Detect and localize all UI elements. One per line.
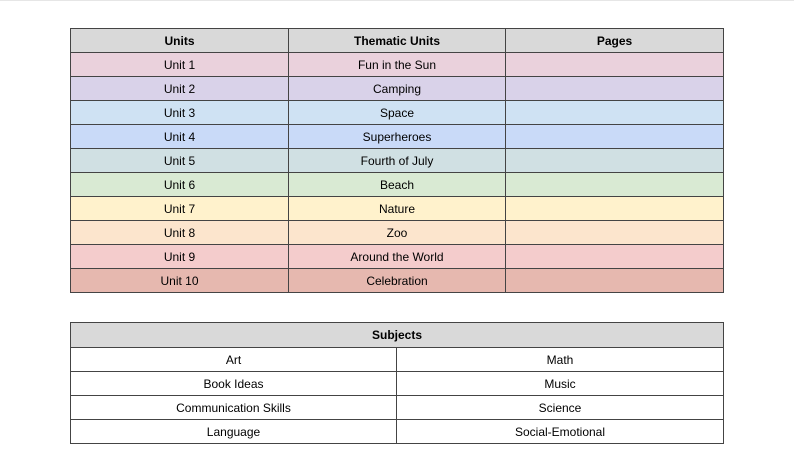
thematic-unit-cell: Around the World	[289, 245, 506, 269]
subjects-table-header-row	[71, 323, 724, 348]
thematic-unit-cell: Fun in the Sun	[289, 53, 506, 77]
pages-cell	[506, 77, 724, 101]
unit-row	[71, 149, 724, 173]
unit-row	[71, 221, 724, 245]
subject-cell: Social-Emotional	[397, 420, 724, 444]
pages-cell	[506, 53, 724, 77]
unit-row	[71, 125, 724, 149]
unit-name-cell: Unit 2	[71, 77, 289, 101]
units-table	[70, 28, 724, 293]
units-table-header-row	[71, 29, 724, 53]
unit-row	[71, 197, 724, 221]
thematic-unit-cell: Space	[289, 101, 506, 125]
unit-name-cell: Unit 9	[71, 245, 289, 269]
thematic-unit-cell: Zoo	[289, 221, 506, 245]
unit-name-cell: Unit 1	[71, 53, 289, 77]
unit-name-cell: Unit 4	[71, 125, 289, 149]
subject-row	[71, 348, 724, 372]
subject-cell: Communication Skills	[71, 396, 397, 420]
unit-row	[71, 53, 724, 77]
unit-row	[71, 101, 724, 125]
unit-name-cell: Unit 6	[71, 173, 289, 197]
subject-row	[71, 396, 724, 420]
subject-cell: Math	[397, 348, 724, 372]
subject-cell: Music	[397, 372, 724, 396]
pages-cell	[506, 197, 724, 221]
unit-row	[71, 245, 724, 269]
subject-row	[71, 420, 724, 444]
pages-column-header: Pages	[506, 29, 724, 53]
thematic-unit-cell: Superheroes	[289, 125, 506, 149]
pages-cell	[506, 149, 724, 173]
unit-name-cell: Unit 5	[71, 149, 289, 173]
thematic-unit-cell: Nature	[289, 197, 506, 221]
thematic-units-column-header: Thematic Units	[289, 29, 506, 53]
pages-cell	[506, 173, 724, 197]
thematic-unit-cell: Fourth of July	[289, 149, 506, 173]
thematic-unit-cell: Beach	[289, 173, 506, 197]
unit-name-cell: Unit 3	[71, 101, 289, 125]
pages-cell	[506, 245, 724, 269]
pages-cell	[506, 125, 724, 149]
subject-row	[71, 372, 724, 396]
thematic-unit-cell: Camping	[289, 77, 506, 101]
subjects-header: Subjects	[71, 323, 724, 348]
subject-cell: Book Ideas	[71, 372, 397, 396]
pages-cell	[506, 269, 724, 293]
thematic-unit-cell: Celebration	[289, 269, 506, 293]
pages-cell	[506, 101, 724, 125]
units-column-header: Units	[71, 29, 289, 53]
unit-name-cell: Unit 7	[71, 197, 289, 221]
unit-row	[71, 77, 724, 101]
pages-cell	[506, 221, 724, 245]
subject-cell: Science	[397, 396, 724, 420]
subject-cell: Language	[71, 420, 397, 444]
unit-name-cell: Unit 10	[71, 269, 289, 293]
subject-cell: Art	[71, 348, 397, 372]
unit-row	[71, 269, 724, 293]
unit-name-cell: Unit 8	[71, 221, 289, 245]
subjects-table	[70, 322, 724, 444]
unit-row	[71, 173, 724, 197]
page-top-rule	[0, 0, 794, 1]
